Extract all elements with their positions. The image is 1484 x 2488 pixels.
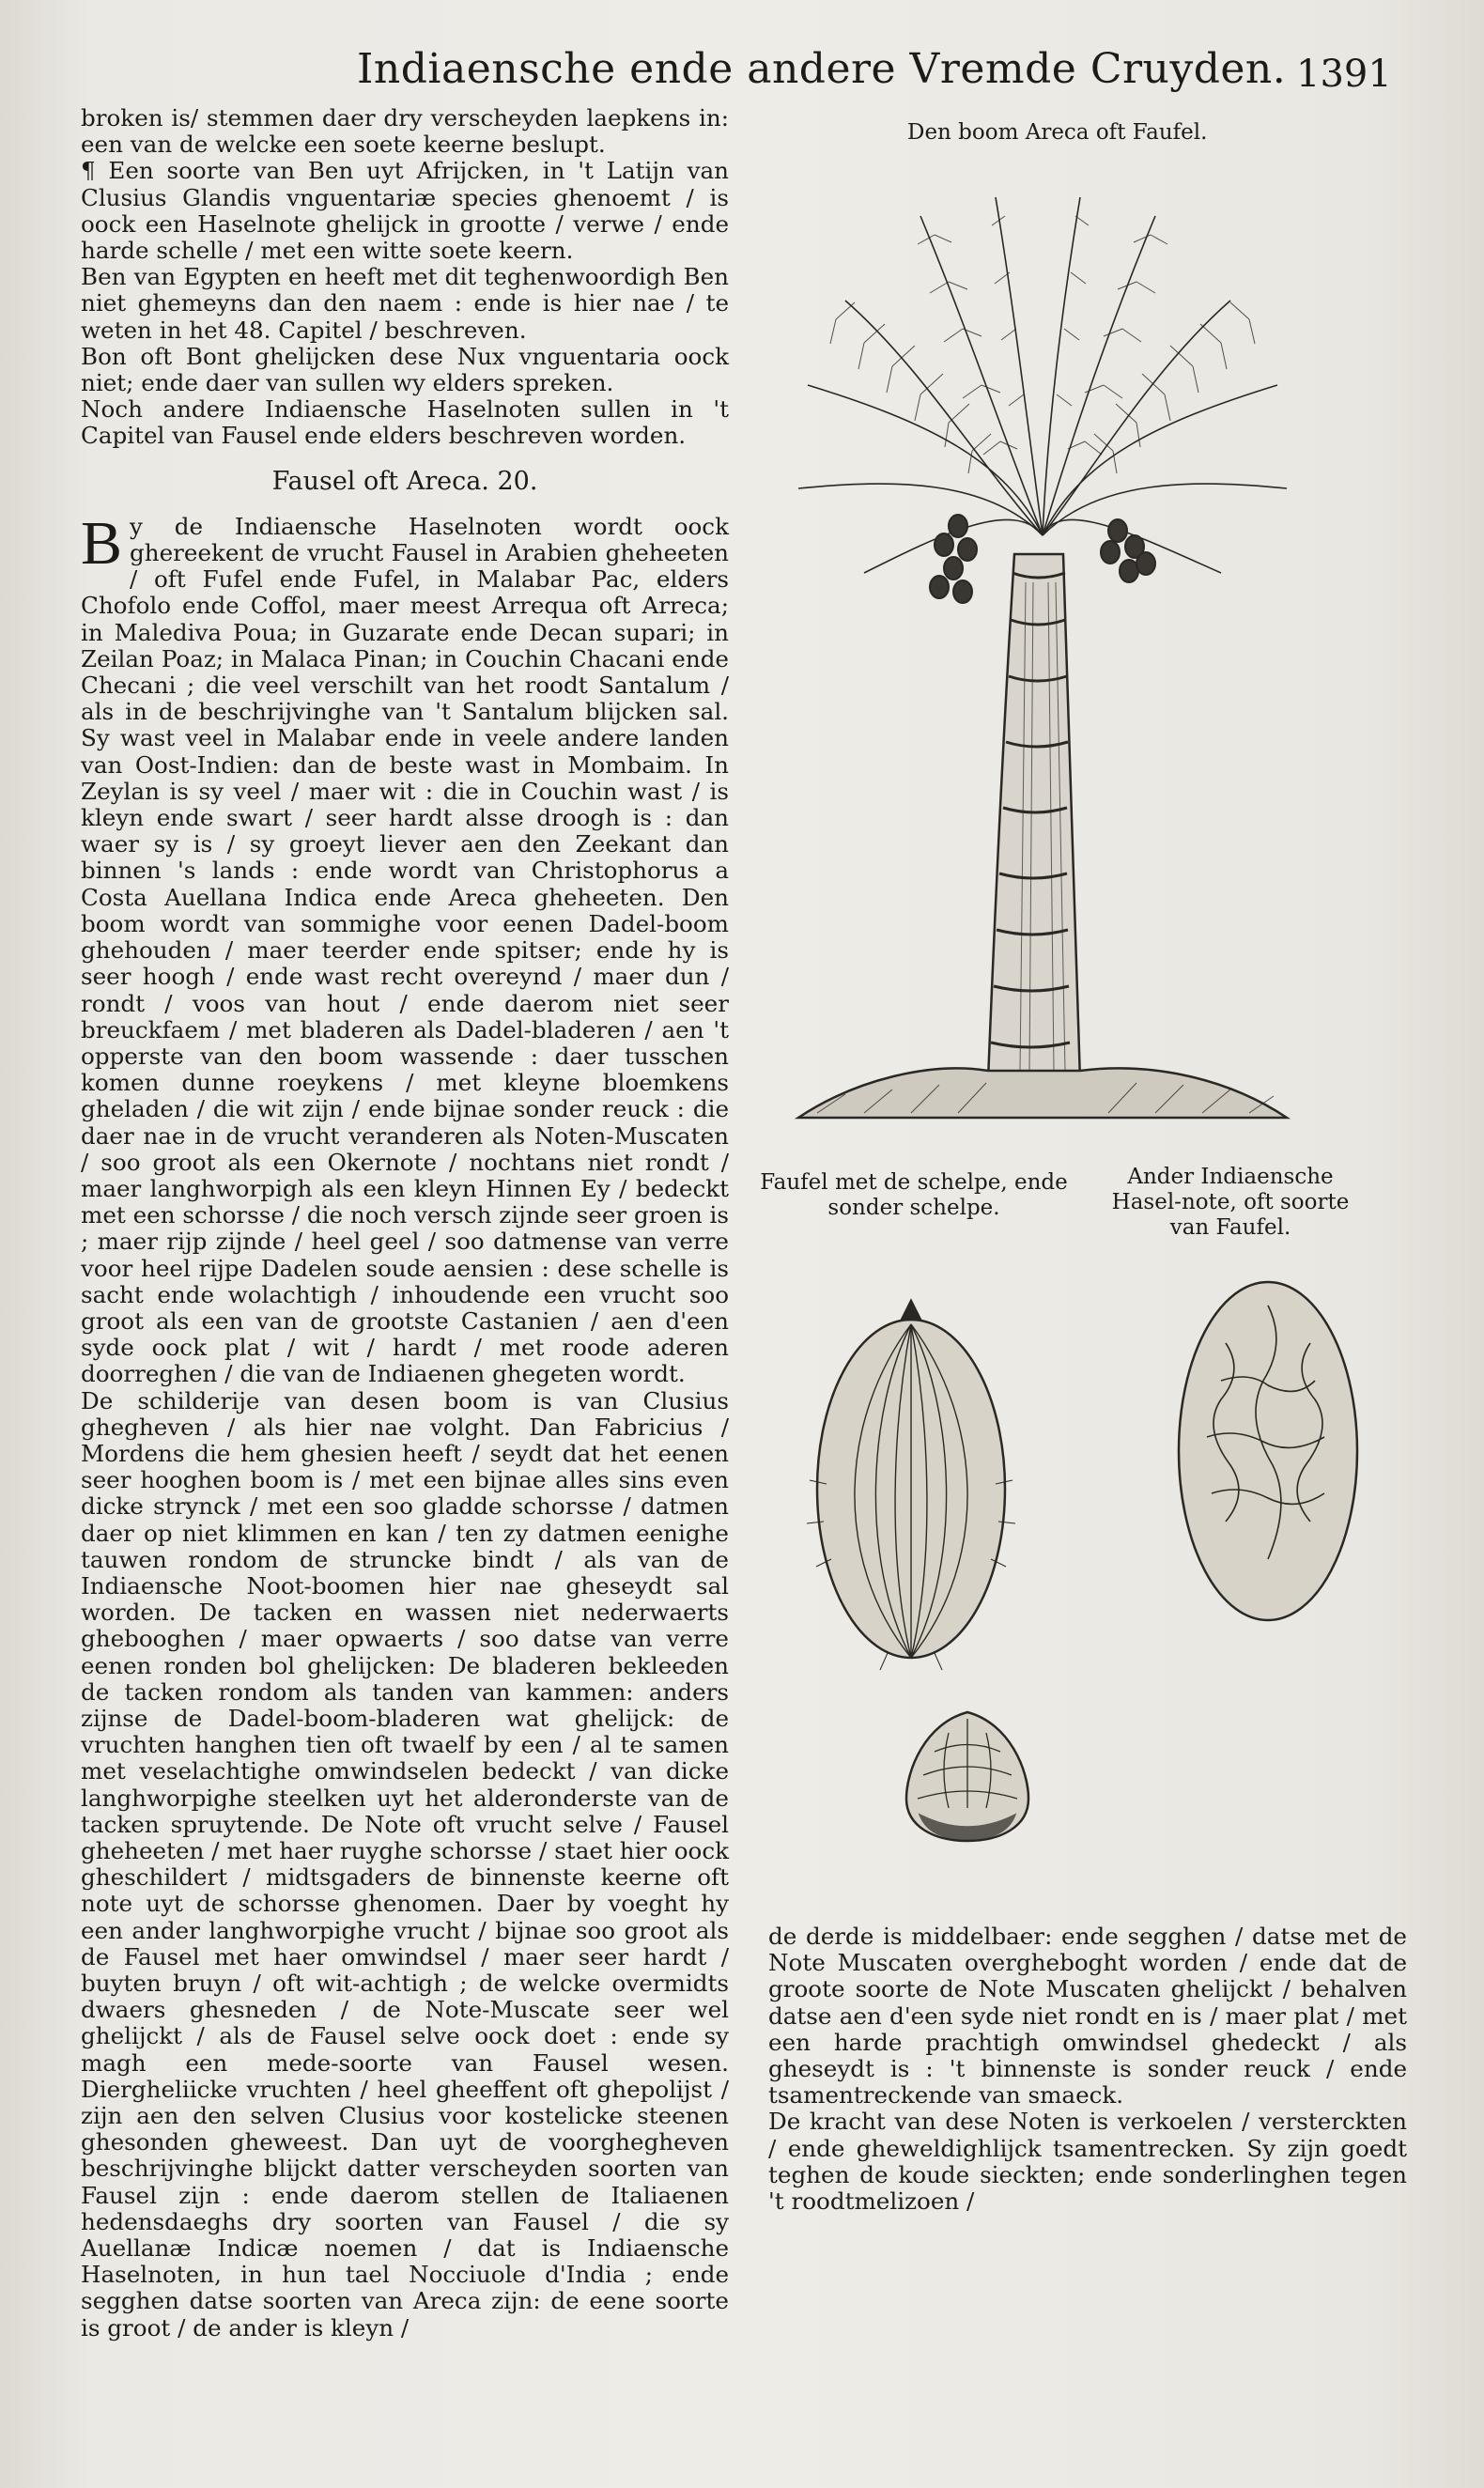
fruit-cluster-right [1101, 519, 1155, 582]
drop-cap: B [81, 508, 123, 578]
paragraph: De schilderije van desen boom is van Clusius ghegheven / als hier nae volght. Dan Fabricius / Mordens die hem ghesien heeft / seydt dat het eenen seer hooghen boom is / met een bijnae alles sins even dicke strynck / met een soo gladde schorsse / datmen daer op niet klimmen en kan / ten zy datmen eenighe tauwen rondom de struncke bindt / als van de Indiaensche Noot-boomen hier nae gheseydt sal worden. De tacken en wassen niet nederwaerts ghebooghen / maer opwaerts / soo datse van verre eenen ronden bol ghelijcken: De bladeren bekleeden de tacken rondom als tanden van kammen: anders zijnse de Dadel-boom-bladeren wat ghelijck: de vruchten hanghen tien oft twaelf by een / al te samen met veselachtighe omwindselen bedeckt / van dicke langhworpighe steelken uyt het alderonderste van de tacken spruytende. De Note oft vrucht selve / Fausel gheheeten / met haer ruyghe schorsse / staet hier oock gheschildert / midtsgaders de binnenste keerne oft note uyt de schorsse ghenomen. Daer by voeght hy een ander langhworpighe vrucht / bijnae soo groot als de Fausel met haer omwindsel / maer seer hardt / buyten bruyn / oft wit-achtigh ; de welcke overmidts dwaers ghesneden / de Note-Muscate seer wel ghelijckt / als de Fausel selve oock doet : ende sy magh een mede-soorte van Fausel wesen. Diergheliicke vruchten / heel gheeffent oft ghepolijst / zijn aen den selven Clusius voor kostelicke steenen ghesonden gheweest. Dan uyt de voorghegheven beschrijvinghe blijckt datter verscheyden soorten van Fausel zijn : ende daerom stellen de Italiaenen hedensdaeghs dry soorten van Fausel / die sy Auellanæ Indicæ noemen / dat is Indiaensche Haselnoten, in hun tael Nocciuole d'India ; ende segghen datse soorten van Areca zijn: de eene soorte is groot / de ander is kleyn / [81, 1386, 729, 2341]
frond-crown [798, 197, 1287, 573]
areca-tree-illustration [780, 178, 1306, 1155]
ground-mound [798, 1068, 1287, 1118]
running-title: Indiaensche ende andere Vremde Cruyden. [357, 45, 1287, 93]
tree-trunk [988, 554, 1080, 1080]
paragraph: broken is/ stemmen daer dry verscheyden laepkens in: een van de welcke een soete keerne beslupt. [81, 104, 729, 159]
section-heading: Fausel oft Areca. 20. [271, 466, 538, 496]
fruit-cluster-left [930, 515, 977, 603]
body-text: y de Indiaensche Haselnoten wordt oock ghereekent de vrucht Fausel in Arabien gheheeten / oft Fufel ende Fufel, in Malabar Pac, elders Chofolo ende Coffol, maer meest Arrequa oft Arreca; in Malediva Poua; in Guzarate ende Decan supari; in Zeilan Poaz; in Malaca Pinan; in Couchin Chacani ende Checani ; die veel verschilt van het roodt Santalum / als in de beschrijvinghe van 't Santalum blijcken sal. Sy wast veel in Malabar ende in veele andere landen van Oost-Indien: dan de beste wast in Mombaim. In Zeylan is sy veel / maer wit : die in Couchin wast / is kleyn ende swart / seer hardt alsse droogh is : dan waer sy is / sy groeyt liever aen den Zeekant dan binnen 's lands : ende wordt van Christophorus a Costa Auellana Indica ende Areca gheheeten. Den boom wordt van sommighe voor eenen Dadel-boom ghehouden / maer teerder ende spitser; ende hy is seer hoogh / ende wast recht overeynd / maer dun / rondt / voos van hout / ende daerom niet seer breuckfaem / met bladeren als Dadel-bladeren / aen 't opperste van den boom wassende : daer tusschen komen dunne roeykens / met kleyne bloemkens gheladen / die wit zijn / ende bijnae sonder reuck : die daer nae in de vrucht veranderen als Noten-Muscaten / soo groot als een Okernote / nochtans niet rondt / maer langhworpigh als een kleyn Hinnen Ey / bedeckt met een schorsse / die noch versch zijnde seer groen is ; maer rijp zijnde / heel geel / soo datmense van verre voor heel rijpe Dadelen soude aensien : dese schelle is sacht ende wolachtigh / inhoudende een vrucht soo groot als een van de grootste Castanien / aen d'een syde oock plat / wit / hardt / met roode aderen doorreghen / die van de Indiaenen ghegeten wordt. [81, 512, 729, 1388]
paragraph: Noch andere Indiaensche Haselnoten sullen in 't Capitel van Fausel ende elders beschreven worden. [81, 395, 729, 450]
tree-caption: Den boom Areca oft Faufel. [907, 120, 1208, 145]
inner-kernel-illustration [897, 1705, 1038, 1846]
faufel-in-husk-illustration [803, 1296, 1019, 1681]
paragraph: Bon oft Bont ghelijcken dese Nux vnguentaria oock niet; ende daer van sullen wy elders spreken. [81, 342, 729, 397]
page-number: 1391 [1296, 53, 1392, 96]
paragraph: ¶ Een soorte van Ben uyt Afrijcken, in 't Latijn van Clusius Glandis vnguentariæ species ghenoemt / is oock een Haselnote ghelijck in grootte / verwe / ende harde schelle / met een witte soete keern. [81, 157, 729, 265]
other-hazelnut-illustration [1169, 1268, 1367, 1634]
paragraph: De kracht van dese Noten is verkoelen / versterckten / ende gheweldighlijck tsamentrecken. Sy zijn goedt teghen de koude sieckten; ende sonderlinghen tegen 't roodtmelizoen / [768, 2108, 1407, 2216]
paragraph: de derde is middelbaer: ende segghen / datse met de Note Muscaten overgheboght worden / ende dat de groote soorte de Note Muscaten ghelijckt / behalven datse aen d'een syde niet rondt en is / maer plat / met een harde prachtigh omwindsel ghedeckt / als gheseydt is : 't binnenste is sonder reuck / ende tsamentreckende van smaeck. [768, 1923, 1407, 2109]
paragraph: Ben van Egypten en heeft met dit teghenwoordigh Ben niet ghemeyns dan den naem : ende is hier nae / te weten in het 48. Capitel / beschreven. [81, 263, 729, 344]
nut-caption-right: Ander Indiaensche Hasel-note, oft soorte van Faufel. [1111, 1165, 1350, 1240]
nut-caption-left: Faufel met de schelpe, ende sonder schelpe. [760, 1170, 1068, 1220]
right-text-column [768, 1923, 1407, 2216]
left-text-column [81, 104, 729, 2341]
paragraph [81, 508, 729, 1388]
